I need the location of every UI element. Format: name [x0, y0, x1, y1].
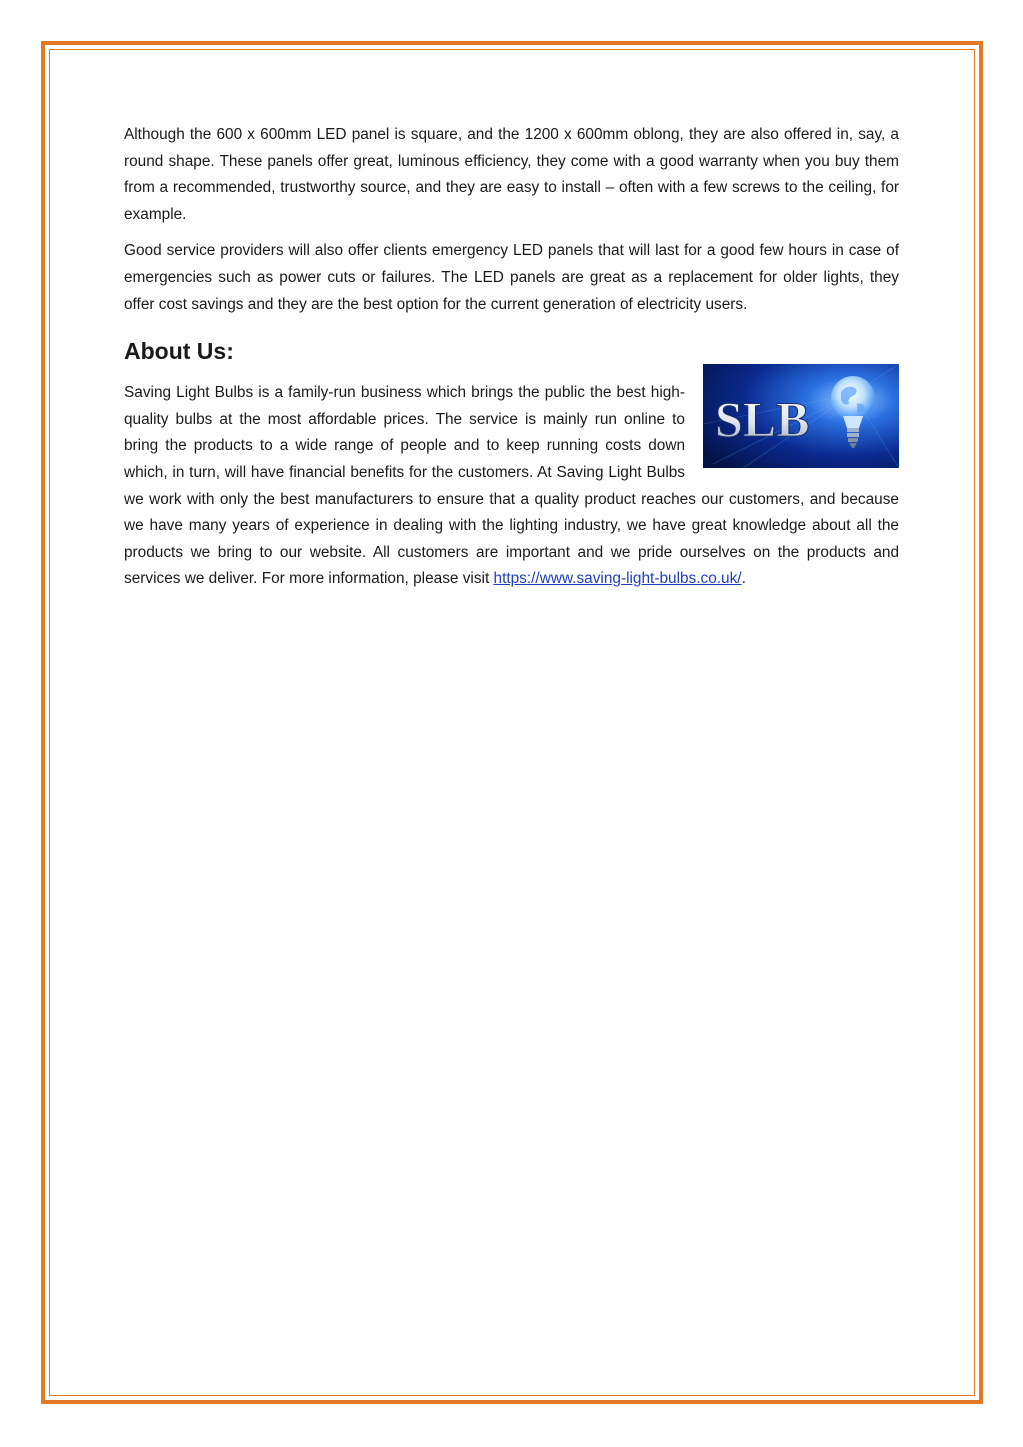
paragraph-emergency-panels: Good service providers will also offer clients emergency LED panels that will last for a good few hours in case of emergencies such as power cuts or failures. The LED panels are great as a replacement for older lights, they offer cost savings and they are the best option for the current generation of electricity users. [124, 242, 899, 313]
about-us-body: Saving Light Bulbs is a family-run business which brings the public the best high-quality bulbs at the most affordable prices. The service is mainly run online to bring the products to a wide range of people and to keep running costs down which, in turn, will have financial benefits for the customers. At Saving Light Bulbs we work with only the best manufacturers to ensure that a quality product reaches our customers, and because we have many years of experience in dealing with the lighting industry, we have great knowledge about all the products we bring to our website. All customers are important and we pride ourselves on the products and services we deliver. For more information, please visit [124, 384, 899, 588]
website-link[interactable]: https://www.saving-light-bulbs.co.uk/ [493, 570, 742, 588]
logo-text: SLB [715, 391, 810, 448]
paragraph-led-panels: Although the 600 x 600mm LED panel is square, and the 1200 x 600mm oblong, they are also offered in, say, a round shape. These panels offer great, luminous efficiency, they come with a good warranty when you buy them from a recommended, trustworthy source, and they are easy to install – often with a few screws to the ceiling, for example. [124, 126, 899, 223]
slb-logo [703, 364, 899, 468]
about-us-trailing: . [741, 570, 746, 588]
about-us-heading: About Us: [124, 338, 234, 365]
document-content [124, 122, 899, 603]
